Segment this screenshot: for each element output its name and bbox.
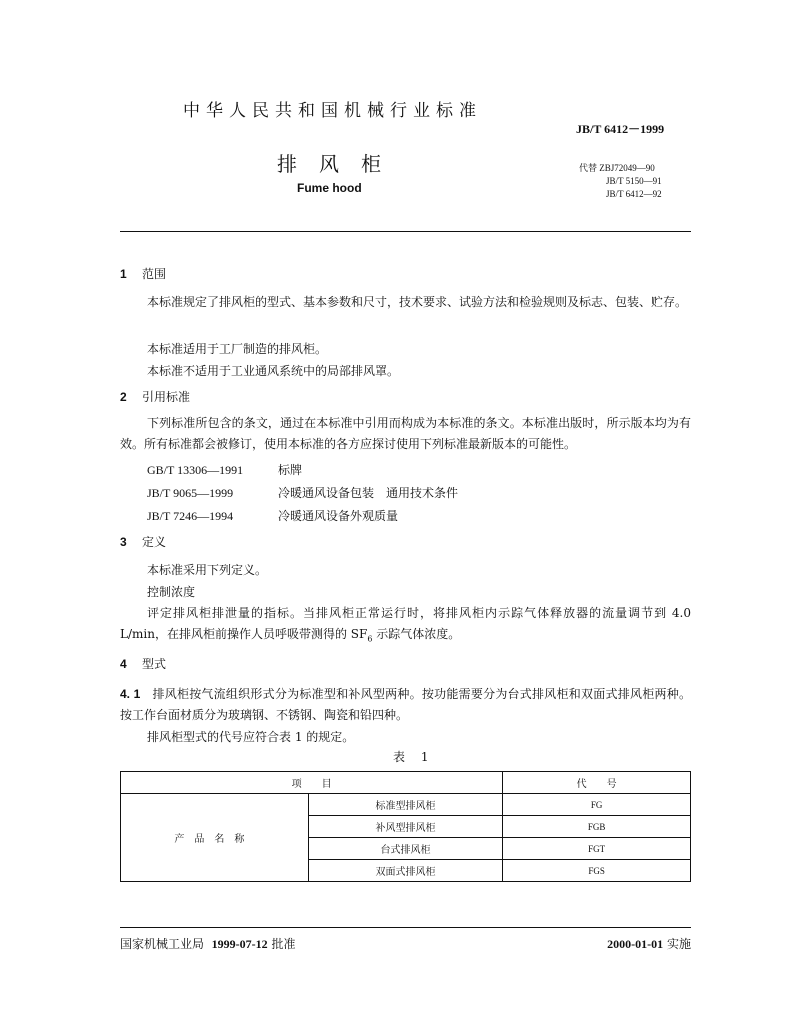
section-title: 引用标准	[142, 390, 191, 404]
row-name: 台式排风柜	[308, 838, 503, 860]
standard-organization: 中华人民共和国机械行业标准	[183, 101, 482, 121]
clause-text: 排风柜按气流组织形式分为标准型和补风型两种。按功能需要分为台式排风柜和双面式排风柜两种。按工作台面材质分为玻璃钢、不锈钢、陶瓷和铅四种。	[120, 687, 691, 722]
reference-item	[147, 507, 398, 524]
replaced-standard: JB/T 6412—92	[606, 189, 662, 199]
section-number: 3	[120, 535, 127, 549]
implementation-line	[607, 935, 691, 952]
clause-number: 4. 1	[120, 687, 141, 701]
code-table	[120, 771, 691, 882]
section-heading	[120, 655, 166, 672]
section-number: 4	[120, 657, 127, 671]
paragraph	[120, 684, 691, 726]
replaced-standard: ZBJ72049—90	[599, 163, 655, 173]
paragraph: 本标准不适用于工业通风系统中的局部排风罩。	[147, 364, 400, 378]
section-title: 定义	[142, 535, 167, 549]
reference-item	[147, 461, 302, 478]
replaced-standard: JB/T 5150—91	[606, 176, 662, 186]
replaces-label: 代替	[579, 163, 598, 173]
term-definition	[120, 603, 691, 649]
table-caption: 表 1	[393, 750, 435, 764]
group-label: 产品名称	[121, 794, 309, 882]
section-number: 1	[120, 267, 127, 281]
document-title: 排风柜	[277, 152, 403, 176]
reference-code: GB/T 13306—1991	[147, 463, 244, 477]
table-header-row	[121, 772, 691, 794]
subscript: 6	[367, 634, 373, 644]
header-divider	[120, 231, 691, 232]
footer-divider	[120, 927, 691, 928]
paragraph: 下列标准所包含的条文，通过在本标准中引用而构成为本标准的条文。本标准出版时，所示版本均为有效。所有标准都会被修订，使用本标准的各方应探讨使用下列标准最新版本的可能性。	[120, 416, 691, 451]
header-item: 项 目	[121, 772, 503, 794]
standard-number: JB/T 6412－1999	[576, 122, 665, 136]
paragraph: 本标准适用于工厂制造的排风柜。	[147, 342, 328, 356]
row-code: FGS	[503, 860, 691, 882]
reference-code: JB/T 9065—1999	[147, 486, 234, 500]
section-heading	[120, 388, 190, 405]
definition-text: 评定排风柜排泄量的指标。当排风柜正常运行时，将排风柜内示踪气体释放器的流量调节到 4.0 L/min，在排风柜前操作人员呼吸带测得的 SF	[120, 606, 691, 641]
reference-item	[147, 484, 458, 501]
section-number: 2	[120, 390, 127, 404]
approve-date: 1999-07-12	[211, 937, 268, 951]
implementation-date: 2000-01-01	[607, 937, 664, 951]
row-code: FG	[503, 794, 691, 816]
term: 控制浓度	[147, 585, 196, 599]
approver: 国家机械工业局	[120, 937, 205, 951]
section-heading	[120, 265, 166, 282]
row-code: FGT	[503, 838, 691, 860]
row-name: 补风型排风柜	[308, 816, 503, 838]
paragraph: 本标准采用下列定义。	[147, 563, 268, 577]
approval-line	[120, 935, 296, 952]
header-code: 代 号	[503, 772, 691, 794]
paragraph: 本标准规定了排风柜的型式、基本参数和尺寸，技术要求、试验方法和检验规则及标志、包装、贮存。	[147, 295, 688, 309]
replaces-block	[579, 162, 662, 201]
paragraph: 排风柜型式的代号应符合表 1 的规定。	[147, 730, 355, 744]
section-title: 范围	[142, 267, 167, 281]
section-heading	[120, 533, 166, 550]
definition-text: 示踪气体浓度。	[372, 627, 461, 641]
reference-code: JB/T 7246—1994	[147, 509, 234, 523]
approve-label: 批准	[271, 937, 296, 951]
document-title-english: Fume hood	[297, 181, 362, 195]
section-title: 型式	[142, 657, 167, 671]
row-code: FGB	[503, 816, 691, 838]
reference-name: 标牌	[278, 463, 303, 477]
row-name: 标准型排风柜	[308, 794, 503, 816]
reference-name: 冷暖通风设备包装 通用技术条件	[278, 486, 459, 500]
table-row	[121, 794, 691, 816]
row-name: 双面式排风柜	[308, 860, 503, 882]
reference-name: 冷暖通风设备外观质量	[278, 509, 399, 523]
implementation-label: 实施	[666, 937, 691, 951]
